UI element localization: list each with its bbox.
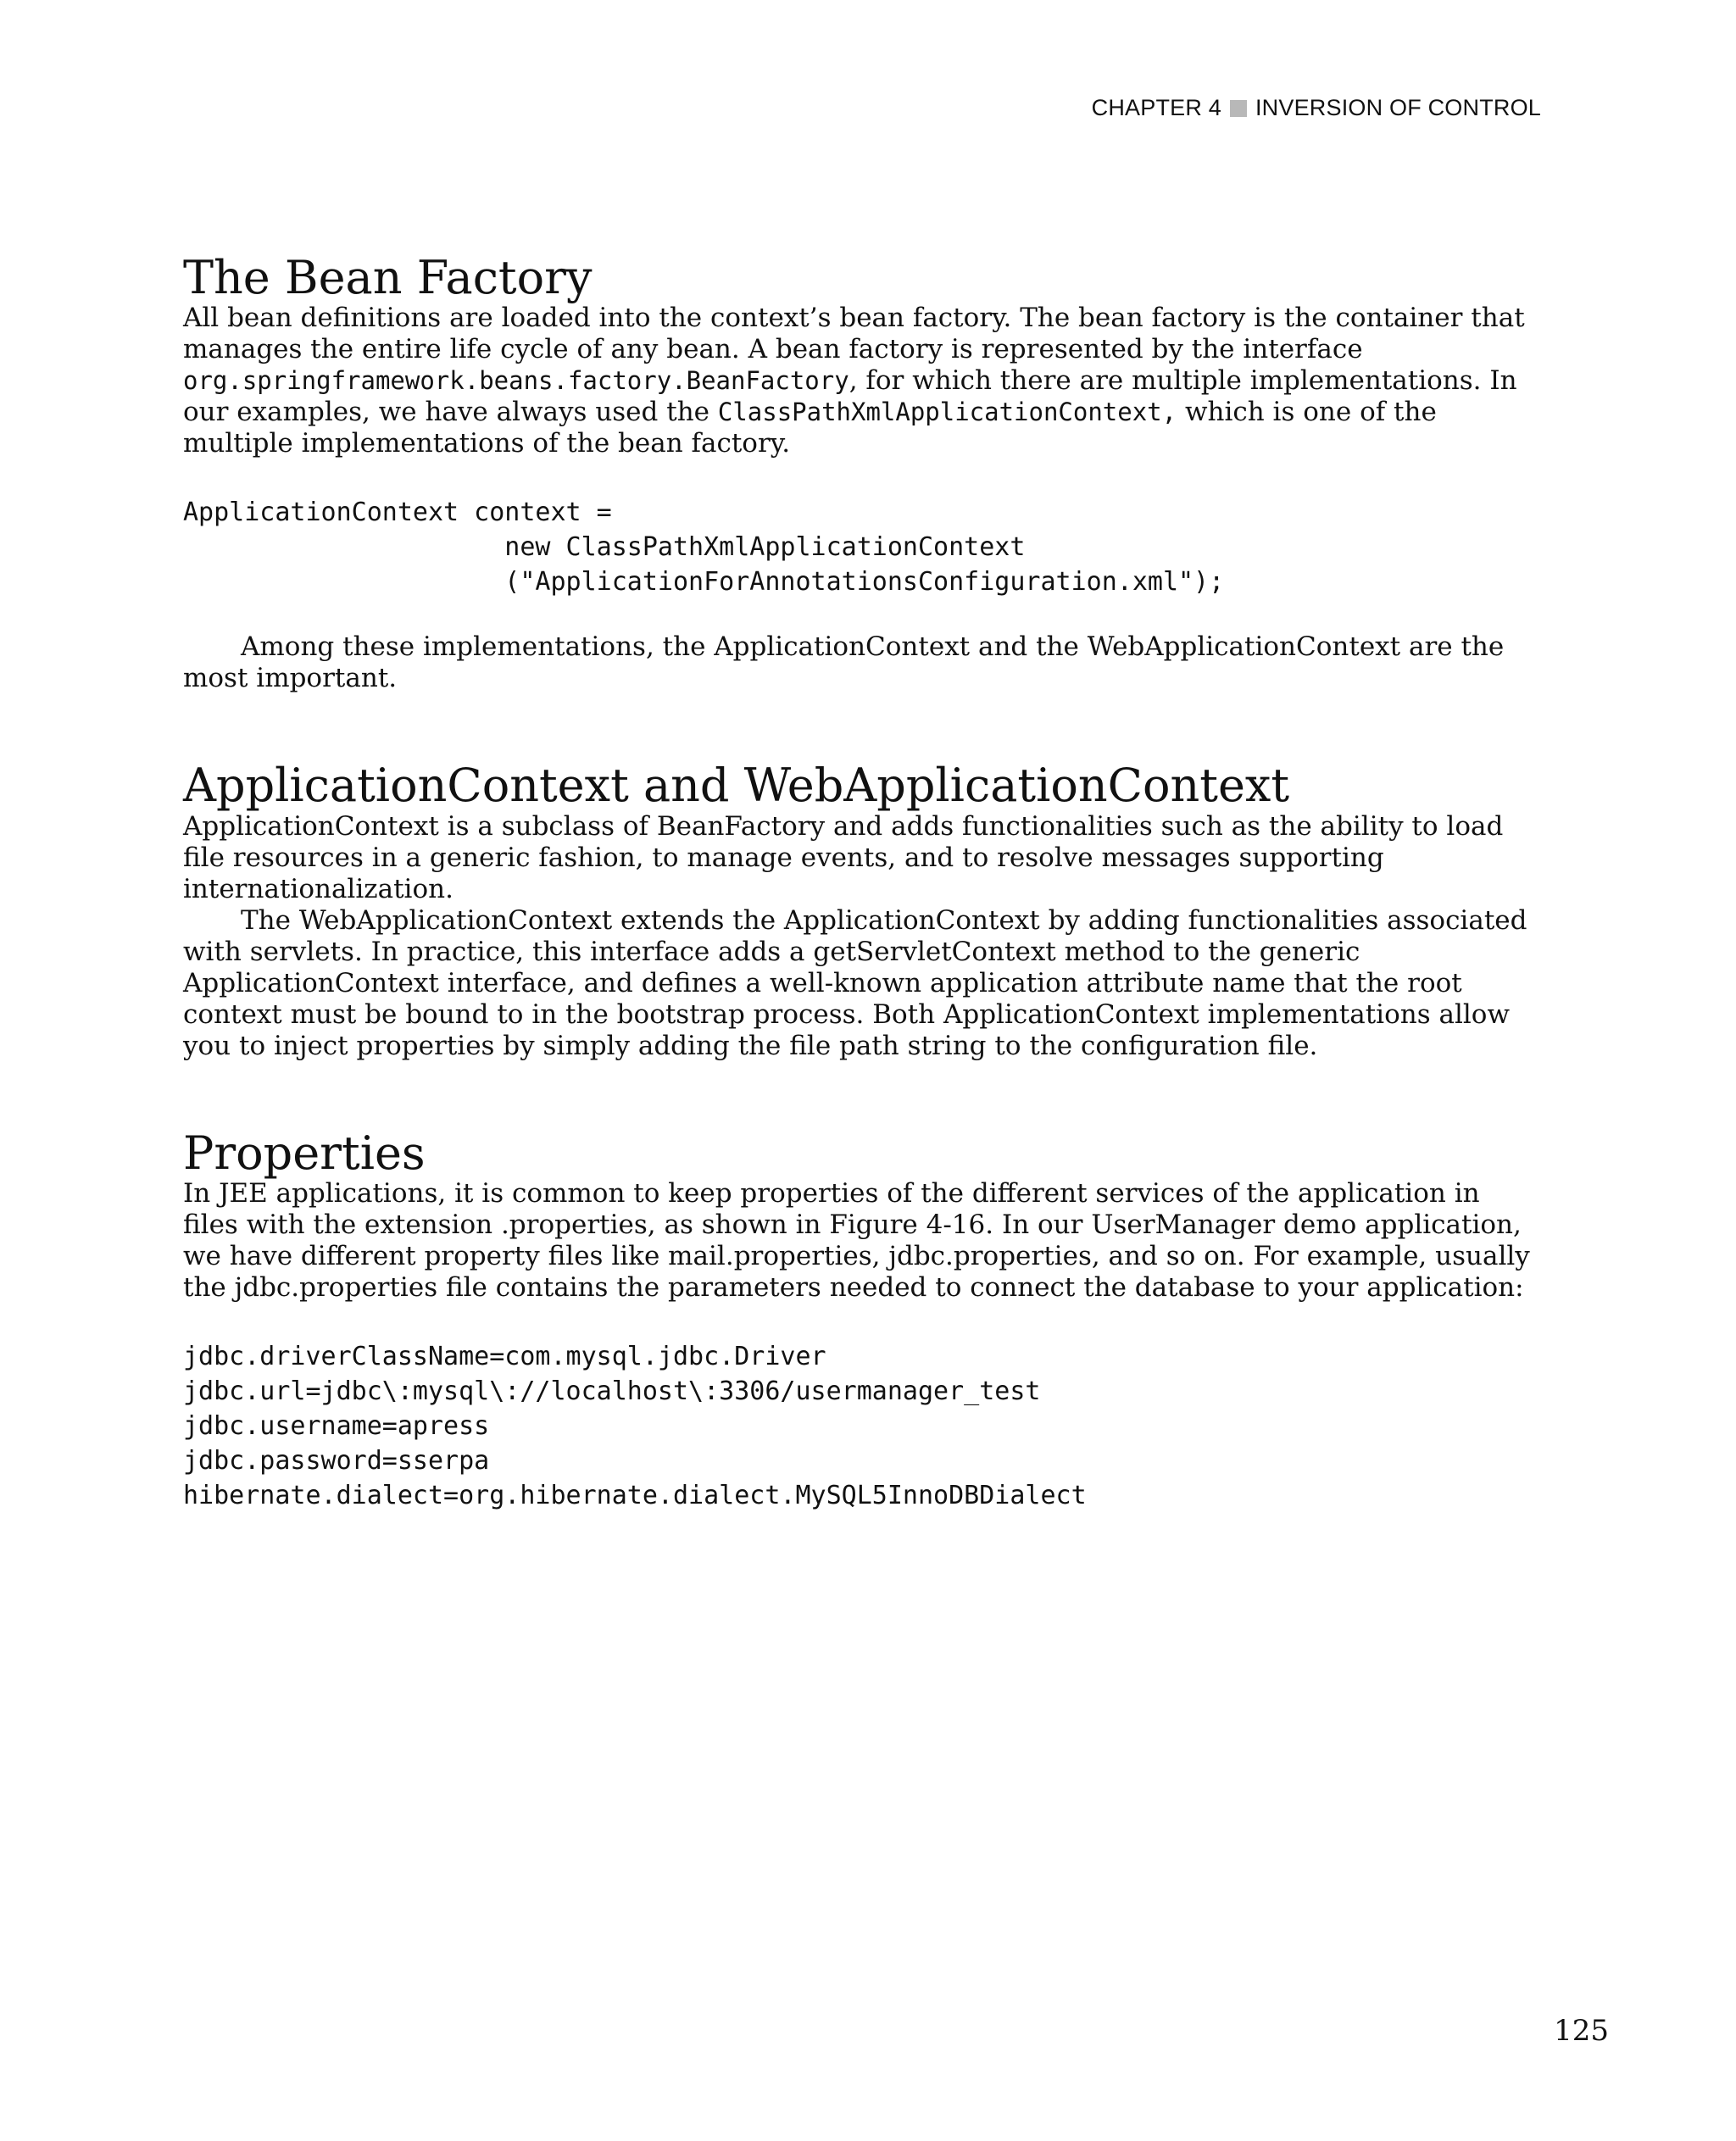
paragraph-text: which is one of the multiple implementations of the bean factory. — [183, 397, 1437, 459]
page-body — [183, 253, 1539, 1513]
paragraph-text: All bean definitions are loaded into the context’s bean factory. The bean factory is the container that manages the entire life cycle of any bean. A bean factory is represented by the interface — [183, 303, 1525, 365]
paragraph-text: , for which there are multiple implementations. In our examples, we have always used the — [183, 365, 1517, 428]
section-heading: Properties — [183, 1126, 426, 1180]
section-application-context — [183, 760, 1539, 1061]
paragraph: In JEE applications, it is common to keep properties of the different services of the application in files with the extension .properties, as shown in Figure 4-16. In our UserManager demo application, we have different property files like mail.properties, jdbc.properties, and so on. For example, usually the jdbc.properties file contains the parameters needed to connect the database to your application: — [183, 1178, 1530, 1304]
running-header — [1092, 95, 1541, 121]
inline-code: ClassPathXmlApplicationContext, — [717, 398, 1177, 427]
chapter-title: INVERSION OF CONTROL — [1255, 95, 1541, 120]
section-heading: ApplicationContext and WebApplicationContext — [183, 759, 1290, 813]
section-bean-factory — [183, 253, 1539, 694]
inline-code: org.springframework.beans.factory.BeanFactory — [183, 366, 849, 396]
paragraph: Among these implementations, the ApplicationContext and the WebApplicationContext are the most important. — [183, 631, 1505, 694]
paragraph: The WebApplicationContext extends the ApplicationContext by adding functionalities associated with servlets. In practice, this interface adds a getServletContext method to the generic ApplicationContext interface, and defines a well-known application attribute name that the root context must be bound to in the bootstrap process. Both ApplicationContext implementations allow you to inject properties by simply adding the file path string to the configuration file. — [183, 904, 1527, 1061]
chapter-label: CHAPTER 4 — [1091, 95, 1221, 120]
paragraph — [183, 303, 1539, 459]
code-block: jdbc.driverClassName=com.mysql.jdbc.Driver jdbc.url=jdbc\:mysql\://localhost\:3306/usermanager_test jdbc.username=apress jdbc.password=sserpa hibernate.dialect=org.hibernate.dialect.MySQL5InnoDBDialect — [183, 1342, 1087, 1511]
square-separator-icon — [1230, 100, 1247, 117]
paragraph: ApplicationContext is a subclass of BeanFactory and adds functionalities such as the ability to load file resources in a generic fashion, to manage events, and to resolve messages supporting internationalization. — [183, 810, 1504, 904]
section-heading: The Bean Factory — [183, 251, 593, 304]
page-number: 125 — [1554, 2014, 1609, 2048]
section-properties — [183, 1128, 1539, 1513]
code-block: ApplicationContext context = new ClassPathXmlApplicationContext ("ApplicationForAnnotationsConfiguration.xml"); — [183, 498, 1225, 598]
